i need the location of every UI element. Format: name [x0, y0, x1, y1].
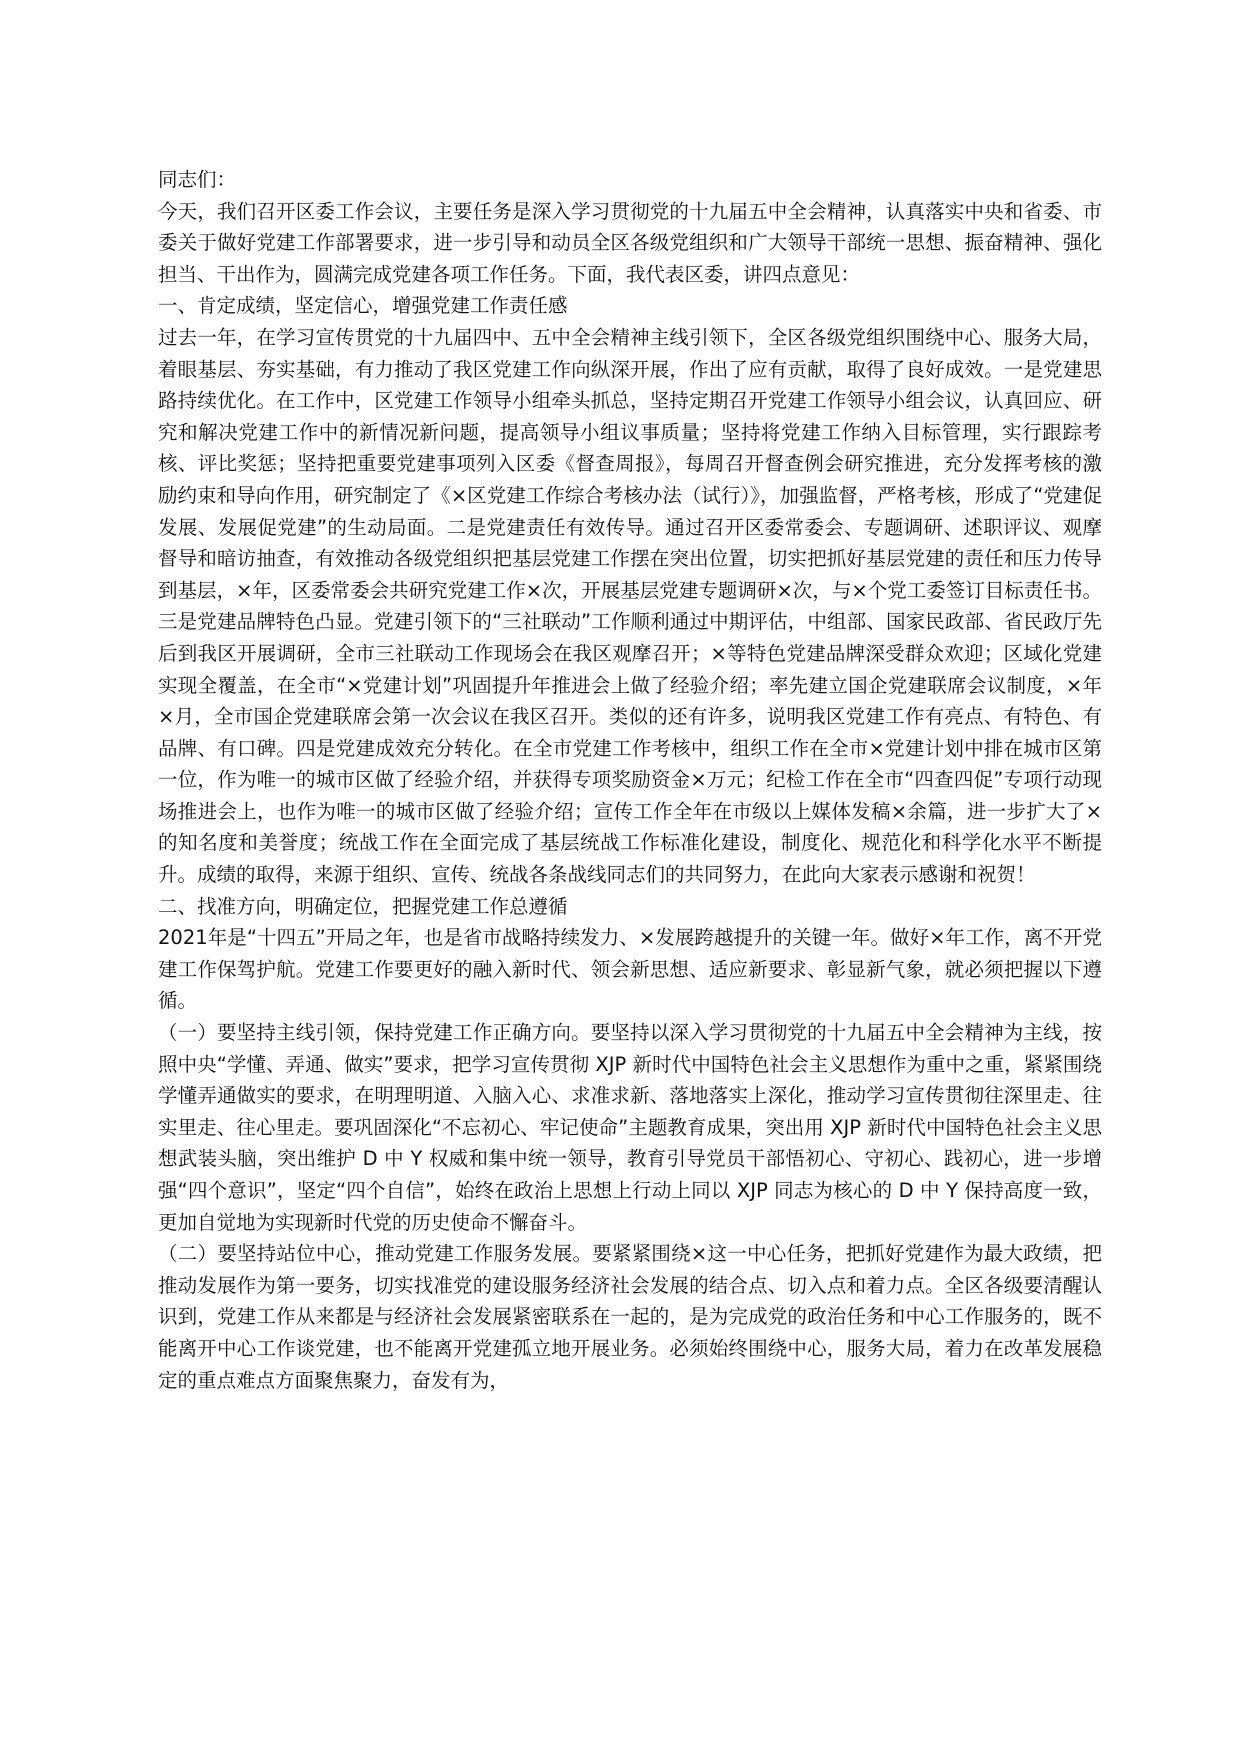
paragraph-subsection-1: （一）要坚持主线引领，保持党建工作正确方向。要坚持以深入学习贯彻党的十九届五中全会精神为主线，按照中央“学懂、弄通、做实”要求，把学习宣传贯彻 XJP 新时代中国特色社会主义思想作为重中之重，紧紧围绕学懂弄通做实的要求，在明理明道、入脑入心、求准求新、落地落实上深化，推动学习宣传贯彻往深里走、往实里走、往心里走。要巩固深化“不忘初心、牢记使命”主题教育成果，突出用 XJP 新时代中国特色社会主义思想武装头脑，突出维护 D 中 Y 权威和集中统一领导，教育引导党员干部悟初心、守初心、践初心，进一步增强“四个意识”，坚定“四个自信”，始终在政治上思想上行动上同以 XJP 同志为核心的 D 中 Y 保持高度一致，更加自觉地为实现新时代党的历史使命不懈奋斗。: [158, 1021, 1102, 1234]
salutation: 同志们：: [158, 168, 237, 191]
document-page: [158, 164, 1102, 1396]
paragraph-subsection-2: （二）要坚持站位中心，推动党建工作服务发展。要紧紧围绕×这一中心任务，把抓好党建作为最大政绩，把推动发展作为第一要务，切实找准党的建设服务经济社会发展的结合点、切入点和着力点。全区各级要清醒认识到，党建工作从来都是与经济社会发展紧密联系在一起的，是为完成党的政治任务和中心工作服务的，既不能离开中心工作谈党建，也不能离开党建孤立地开展业务。必须始终围绕中心，服务大局，着力在改革发展稳定的重点难点方面聚焦聚力，奋发有为，: [158, 1242, 1102, 1392]
paragraph-section-2-intro: 2021年是“十四五”开局之年，也是省市战略持续发力、×发展跨越提升的关键一年。做好×年工作，离不开党建工作保驾护航。党建工作要更好的融入新时代、领会新思想、适应新要求、彰显新气象，就必须把握以下遵循。: [158, 926, 1102, 1013]
paragraph-section-1: 过去一年，在学习宣传贯党的十九届四中、五中全会精神主线引领下，全区各级党组织围绕中心、服务大局，着眼基层、夯实基础，有力推动了我区党建工作向纵深开展，作出了应有贡献，取得了良好成效。一是党建思路持续优化。在工作中，区党建工作领导小组牵头抓总，坚持定期召开党建工作领导小组会议，认真回应、研究和解决党建工作中的新情况新问题，提高领导小组议事质量；坚持将党建工作纳入目标管理，实行跟踪考核、评比奖惩；坚持把重要党建事项列入区委《督查周报》，每周召开督查例会研究推进，充分发挥考核的激励约束和导向作用，研究制定了《×区党建工作综合考核办法（试行）》，加强监督，严格考核，形成了“党建促发展、发展促党建”的生动局面。二是党建责任有效传导。通过召开区委常委会、专题调研、述职评议、观摩督导和暗访抽查，有效推动各级党组织把基层党建工作摆在突出位置，切实把抓好基层党建的责任和压力传导到基层，×年，区委常委会共研究党建工作×次，开展基层党建专题调研×次，与×个党工委签订目标责任书。三是党建品牌特色凸显。党建引领下的“三社联动”工作顺利通过中期评估，中组部、国家民政部、省民政厅先后到我区开展调研，全市三社联动工作现场会在我区观摩召开；×等特色党建品牌深受群众欢迎；区域化党建实现全覆盖，在全市“×党建计划”巩固提升年推进会上做了经验介绍；率先建立国企党建联席会议制度，×年×月，全市国企党建联席会第一次会议在我区召开。类似的还有许多，说明我区党建工作有亮点、有特色、有品牌、有口碑。四是党建成效充分转化。在全市党建工作考核中，组织工作在全市×党建计划中排在城市区第一位，作为唯一的城市区做了经验介绍，并获得专项奖励资金×万元；纪检工作在全市“四查四促”专项行动现场推进会上，也作为唯一的城市区做了经验介绍；宣传工作全年在市级以上媒体发稿×余篇，进一步扩大了×的知名度和美誉度；统战工作在全面完成了基层统战工作标准化建设，制度化、规范化和科学化水平不断提升。成绩的取得，来源于组织、宣传、统战各条战线同志们的共同努力，在此向大家表示感谢和祝贺！: [158, 325, 1102, 887]
paragraph-intro: 今天，我们召开区委工作会议，主要任务是深入学习贯彻党的十九届五中全会精神，认真落实中央和省委、市委关于做好党建工作部署要求，进一步引导和动员全区各级党组织和广大领导干部统一思想、振奋精神、强化担当、干出作为，圆满完成党建各项工作任务。下面，我代表区委，讲四点意见：: [158, 199, 1102, 286]
section-heading-1: 一、肯定成绩，坚定信心，增强党建工作责任感: [158, 294, 568, 318]
section-heading-2: 二、找准方向，明确定位，把握党建工作总遵循: [158, 894, 568, 918]
